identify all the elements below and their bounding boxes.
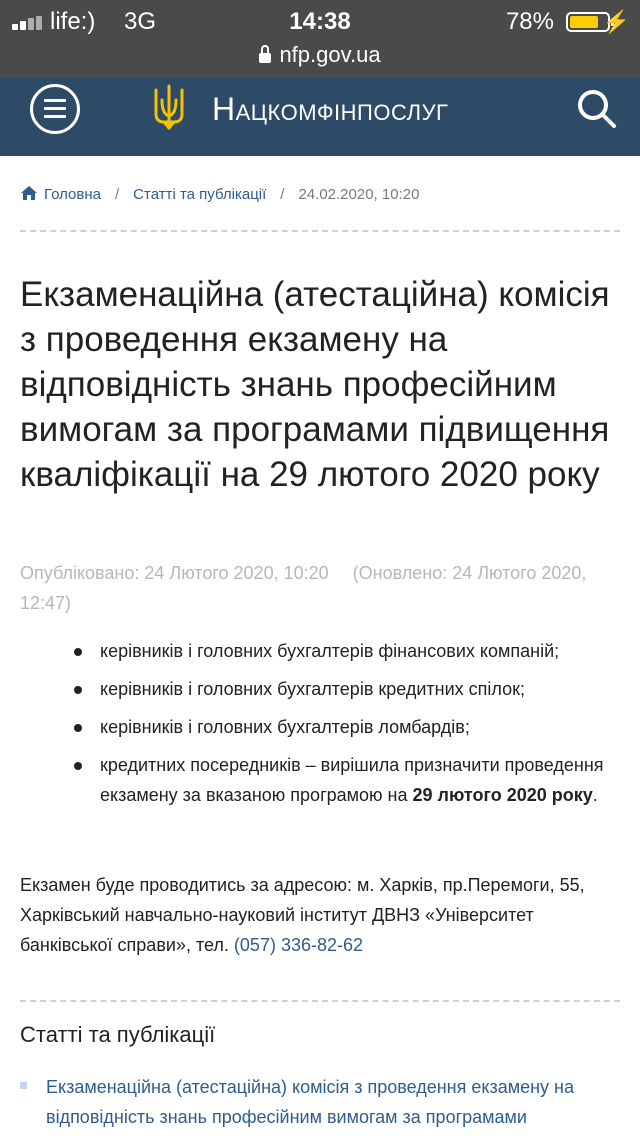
divider [20, 230, 620, 232]
bullet-icon [74, 648, 82, 656]
site-brand[interactable]: Нацкомфінпослуг [212, 91, 449, 127]
list-marker-icon [20, 1082, 27, 1089]
bullet-icon [74, 686, 82, 694]
charging-icon: ⚡ [602, 9, 630, 34]
breadcrumb [20, 180, 620, 210]
bullet-icon [74, 762, 82, 770]
url-bar[interactable] [0, 40, 640, 70]
bullet-icon [74, 724, 82, 732]
status-bar [0, 0, 640, 78]
carrier-name: life:) [50, 8, 96, 35]
list-item: керівників і головних бухгалтерів фінансових компаній; [0, 636, 640, 666]
search-icon[interactable] [574, 86, 618, 130]
hamburger-menu-icon[interactable] [30, 84, 80, 134]
list-item: кредитних посередників – вирішила призначити проведення екзамену за вказаною програмою на 29 лютого 2020 року. [0, 750, 640, 810]
exam-address-paragraph: Екзамен буде проводитись за адресою: м. Харків, пр.Перемоги, 55, Харківський навчально-науковий інститут ДВНЗ «Університет банківської справи», тел. (057) 336-82-62 [20, 875, 585, 955]
status-time: 14:38 [289, 8, 351, 35]
breadcrumb-section-link[interactable]: Статті та публікації [133, 186, 267, 203]
breadcrumb-current: 24.02.2020, 10:20 [298, 186, 420, 203]
list-item: керівників і головних бухгалтерів ломбардів; [0, 712, 640, 742]
related-list [20, 1072, 624, 1132]
updated-date: (Оновлено: 24 Лютого 2020, 12:47) [20, 563, 587, 613]
network-type: 3G [124, 8, 157, 35]
url-text: nfp.gov.ua [279, 42, 381, 67]
article-meta [20, 558, 624, 618]
related-section-title: Статті та публікації [20, 1022, 216, 1047]
phone-link[interactable]: (057) 336-82-62 [233, 935, 364, 955]
published-date: Опубліковано: 24 Лютого 2020, 10:20 [20, 563, 329, 583]
article-bullet-list [0, 636, 640, 818]
breadcrumb-home-link[interactable]: Головна [44, 186, 101, 203]
breadcrumb-separator: / [115, 186, 120, 203]
breadcrumb-separator: / [280, 186, 285, 203]
battery-percent: 78% [505, 8, 554, 35]
list-item: керівників і головних бухгалтерів кредитних спілок; [0, 674, 640, 704]
article-title: Екзаменаційна (атестаційна) комісія з проведення екзамену на відповідність знань професійним вимогам за програмами підвищення кваліфікації на 29 лютого 2020 року [20, 275, 610, 494]
related-article-link[interactable]: Екзаменаційна (атестаційна) комісія з проведення екзамену на відповідність знань професійним вимогам за програмами [46, 1077, 575, 1127]
exam-date-bold: 29 лютого 2020 року [412, 785, 593, 805]
lock-icon [259, 53, 271, 63]
site-header [0, 78, 640, 156]
trident-emblem-icon[interactable] [152, 84, 186, 132]
home-icon[interactable] [20, 185, 38, 201]
divider [20, 1000, 620, 1002]
